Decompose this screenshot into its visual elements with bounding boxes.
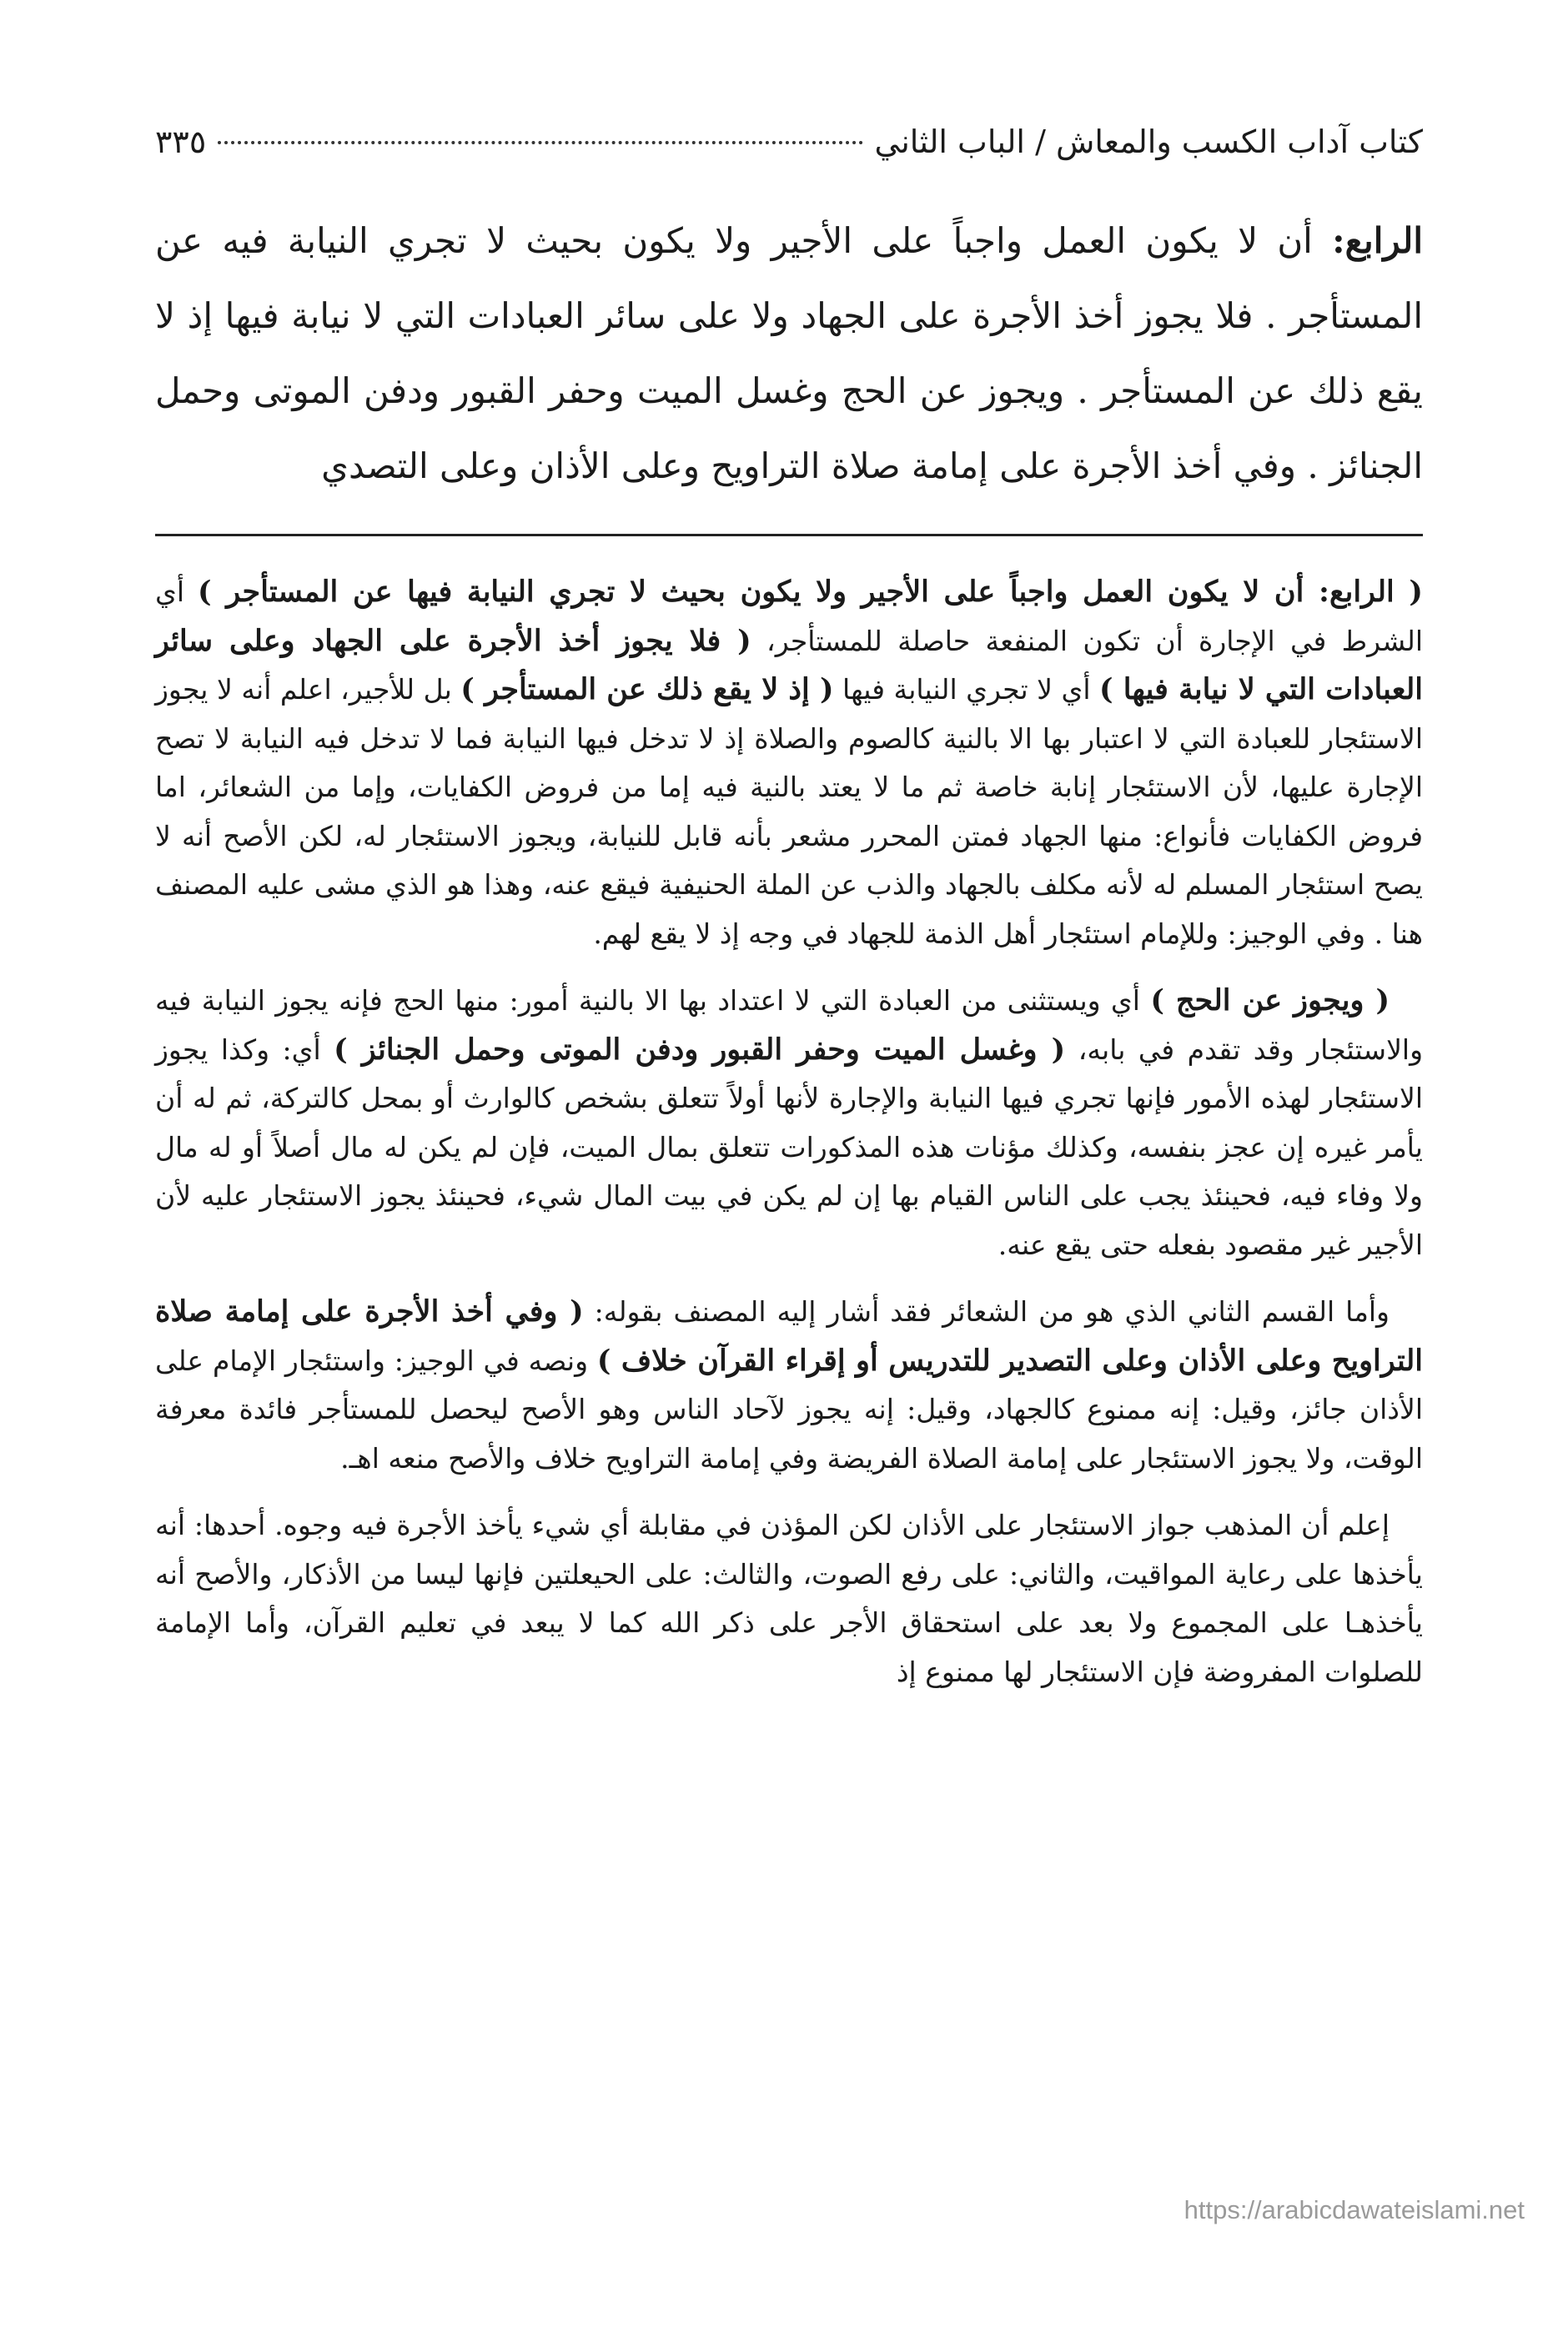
commentary-text: أي ويستثنى من العبادة التي لا اعتداد بها الا بالنية أمور: منها الحج فإنه يجوز النيابة فيه والاستئجار وقد تقدم في بابه، bbox=[155, 984, 1424, 1066]
quoted-text: ( الرابع: أن لا يكون العمل واجباً على الأجير ولا يكون بحيث لا تجري النيابة فيها عن المستأجر ) bbox=[198, 575, 1423, 609]
main-text bbox=[155, 204, 1423, 504]
running-header bbox=[155, 117, 1423, 167]
commentary-text: أي لا تجري النيابة فيها bbox=[833, 673, 1099, 706]
dot-leader bbox=[218, 141, 862, 144]
commentary-text: أي الشرط في الإجارة أن تكون المنفعة حاصلة للمستأجر، bbox=[155, 575, 1423, 657]
separator-rule bbox=[155, 534, 1423, 536]
commentary-text: إعلم أن المذهب جواز الاستئجار على الأذان لكن المؤذن في مقابلة أي شيء يأخذ الأجرة فيه وجوه. أحدها: أنه يأخذها على رعاية المواقيت، والثاني: على رفع الصوت، والثالث: على الحيعلتين فإنها ليسا من الأذكار، والأصح أنه يأخذهـا على المجموع ولا بعد على استحقاق الأجر على ذكر الله كما لا يبعد في تعليم القرآن، وأما الإمامة للصلوات المفروضة فإن الاستئجار لها ممنوع إذ bbox=[155, 1509, 1423, 1688]
commentary-text: وأما القسم الثاني الذي هو من الشعائر فقد أشار إليه المصنف بقوله: bbox=[583, 1295, 1390, 1328]
quoted-text: ( وغسل الميت وحفر القبور ودفن الموتى وحمل الجنائز ) bbox=[334, 1032, 1066, 1067]
commentary-text: أي: وكذا يجوز الاستئجار لهذه الأمور فإنها تجري فيها النيابة والإجارة لأنها أولاً تتعلق بشخص كالوارث أو بمحل كالتركة، ثم له أن يأمر غيره إن عجز بنفسه، وكذلك مؤنات هذه المذكورات تتعلق بمال الميت، فإن لم يكن له مال أصلاً أو له مال ولا وفاء فيه، فحينئذ يجب على الناس القيام بها إن لم يكن في بيت المال شيء، فحينئذ يجوز الاستئجار عليه لأن الأجير غير مقصود بفعله حتى يقع عنه. bbox=[155, 1033, 1423, 1261]
commentary-text: ونصه في الوجيز: واستئجار الإمام على الأذان جائز، وقيل: إنه ممنوع كالجهاد، وقيل: إنه يجوز لآحاد الناس وهو الأصح ليحصل للمستأجر فائدة معرفة الوقت، ولا يجوز الاستئجار على إمامة الصلاة الفريضة وفي إمامة التراويح خلاف والأصح منعه اهـ. bbox=[155, 1344, 1423, 1475]
commentary-text: بل للأجير، اعلم أنه لا يجوز الاستئجار للعبادة التي لا اعتبار بها الا بالنية كالصوم والصلاة إذ لا تدخل فيها النيابة فما لا تدخل فيه النيابة لا تصح الإجارة عليها، لأن الاستئجار إنابة خاصة ثم ما لا يعتد بالنية فيه إما من فروض الكفايات، وإما من الشعائر، اما فروض الكفايات فأنواع: منها الجهاد فمتن المحرر مشعر بأنه قابل للنيابة، ويجوز الاستئجار له، لكن الأصح أنه لا يصح استئجار المسلم له لأنه مكلف بالجهاد والذب عن الملة الحنيفية فيقع عنه، وهذا هو الذي مشى عليه المصنف هنا . وفي الوجيز: وللإمام استئجار أهل الذمة للجهاد في وجه إذ لا يقع لهم. bbox=[155, 673, 1423, 950]
book-page bbox=[155, 117, 1423, 1715]
main-text-lead: الرابع: bbox=[1332, 220, 1423, 261]
quoted-text: ( فلا يجوز أخذ الأجرة على الجهاد وعلى سائر العبادات التي لا نيابة فيها ) bbox=[155, 623, 1423, 706]
commentary-paragraph-4 bbox=[155, 1501, 1423, 1696]
chapter-title: كتاب آداب الكسب والمعاش / الباب الثاني bbox=[874, 123, 1423, 160]
commentary-paragraph-2 bbox=[155, 977, 1423, 1269]
quoted-text: ( ويجوز عن الحج ) bbox=[1150, 983, 1390, 1018]
main-text-body: أن لا يكون العمل واجباً على الأجير ولا يكون بحيث لا تجري النيابة فيه عن المستأجر . فلا يجوز أخذ الأجرة على الجهاد ولا على سائر العبادات التي لا نيابة فيها إذ لا يقع ذلك عن المستأجر . ويجوز عن الحج وغسل الميت وحفر القبور ودفن الموتى وحمل الجنائز . وفي أخذ الأجرة على إمامة صلاة التراويح وعلى الأذان وعلى التصدي bbox=[155, 220, 1423, 486]
commentary bbox=[155, 568, 1423, 1696]
commentary-paragraph-1 bbox=[155, 568, 1423, 958]
quoted-text: ( إذ لا يقع ذلك عن المستأجر ) bbox=[460, 672, 834, 706]
commentary-paragraph-3 bbox=[155, 1288, 1423, 1483]
watermark-url: https://arabicdawateislami.net bbox=[1184, 2195, 1525, 2224]
quoted-text: ( وفي أخذ الأجرة على إمامة صلاة التراويح وعلى الأذان وعلى التصدير للتدريس أو إقراء القرآن خلاف ) bbox=[155, 1294, 1423, 1378]
page-number: ٣٣٥ bbox=[155, 123, 207, 160]
